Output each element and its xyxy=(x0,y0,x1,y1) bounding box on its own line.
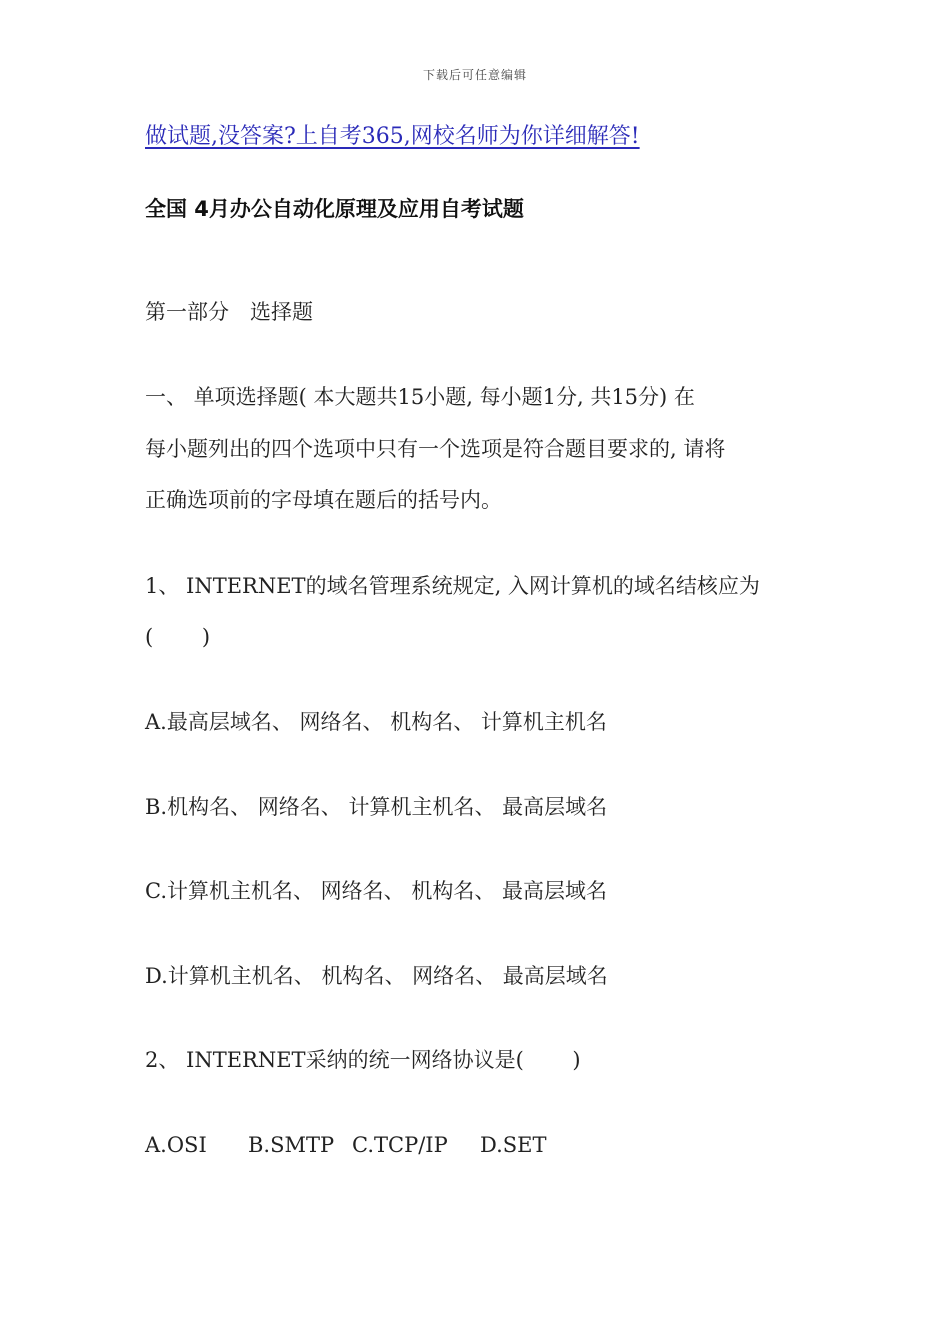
question-2-stem: 2、 INTERNET采纳的统一网络协议是( ) xyxy=(145,1048,581,1072)
promo-link[interactable]: 做试题,没答案?上自考365,网校名师为你详细解答! xyxy=(145,124,640,149)
question-1-option-c: C.计算机主机名、 网络名、 机构名、 最高层域名 xyxy=(145,879,608,903)
question-2-option-c: C.TCP/IP xyxy=(352,1133,448,1157)
header-note: 下载后可任意编辑 xyxy=(422,68,527,82)
question-1-option-d: D.计算机主机名、 机构名、 网络名、 最高层域名 xyxy=(145,964,608,988)
question-1-option-b: B.机构名、 网络名、 计算机主机名、 最高层域名 xyxy=(145,795,608,819)
question-1-stem-line-1: 1、 INTERNET的域名管理系统规定, 入网计算机的域名结核应为 xyxy=(145,574,760,598)
document-title: 全国 4月办公自动化原理及应用自考试题 xyxy=(145,197,524,221)
instruction-line-3: 正确选项前的字母填在题后的括号内。 xyxy=(145,488,502,512)
question-2-option-a: A.OSI xyxy=(145,1133,207,1157)
promo-line xyxy=(145,123,640,151)
question-1-option-a: A.最高层域名、 网络名、 机构名、 计算机主机名 xyxy=(145,710,607,734)
instruction-line-1: 一、 单项选择题( 本大题共15小题, 每小题1分, 共15分) 在 xyxy=(145,385,695,409)
instruction-line-2: 每小题列出的四个选项中只有一个选项是符合题目要求的, 请将 xyxy=(145,437,726,461)
question-2-option-d: D.SET xyxy=(480,1133,547,1157)
question-2-options xyxy=(145,1131,547,1159)
section-heading: 第一部分 选择题 xyxy=(145,300,313,324)
question-2-option-b: B.SMTP xyxy=(248,1133,335,1157)
question-1-stem-line-2: ( ) xyxy=(145,625,211,649)
